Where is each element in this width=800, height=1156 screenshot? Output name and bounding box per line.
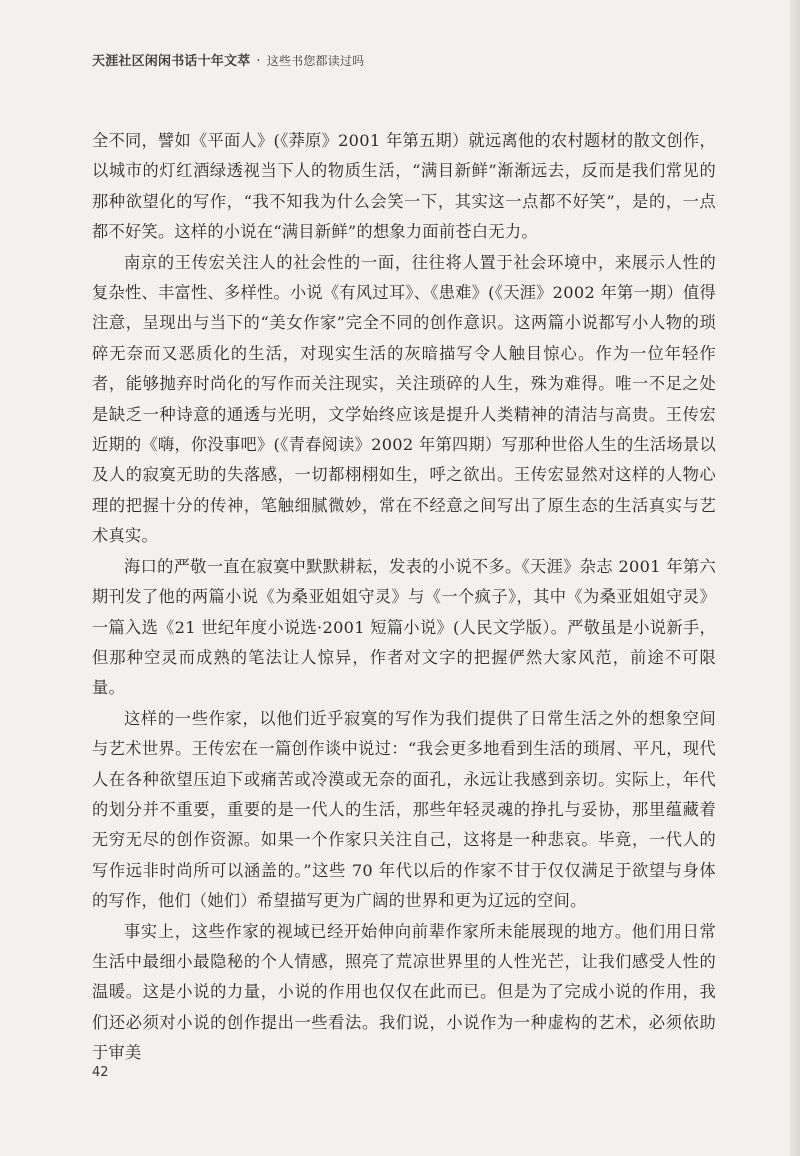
running-header bbox=[92, 50, 364, 69]
page-edge-shadow bbox=[790, 0, 800, 1156]
paragraph: 海口的严敬一直在寂寞中默默耕耘，发表的小说不多。《天涯》杂志 2001 年第六期刊发了他的两篇小说《为桑亚姐姐守灵》与《一个疯子》，其中《为桑亚姐姐守灵》一篇入选《21 世纪年度小说选·2001 短篇小说》(人民文学版）。严敬虽是小说新手，但那种空灵而成熟的笔法让人惊异，作者对文字的把握俨然大家风范，前途不可限量。 bbox=[92, 556, 716, 698]
paragraph: 事实上，这些作家的视域已经开始伸向前辈作家所未能展现的地方。他们用日常生活中最细小最隐秘的个人情感，照亮了荒凉世界里的人性光芒，让我们感受人性的温暖。这是小说的力量，小说的作用也仅仅在此而已。但是为了完成小说的作用，我们还必须对小说的创作提出一些看法。我们说，小说作为一种虚构的艺术，必须依助于审美 bbox=[92, 921, 716, 1063]
paragraph: 南京的王传宏关注人的社会性的一面，往往将人置于社会环境中，来展示人性的复杂性、丰富性、多样性。小说《有风过耳》、《患难》(《天涯》2002 年第一期）值得注意，呈现出与当下的“美女作家”完全不同的创作意识。这两篇小说都写小人物的琐碎无奈而又恶质化的生活，对现实生活的灰暗描写令人触目惊心。作为一位年轻作者，能够抛弃时尚化的写作而关注现实，关注琐碎的人生，殊为难得。唯一不足之处是缺乏一种诗意的通透与光明，文学始终应该是提升人类精神的清洁与高贵。王传宏近期的《嗨，你没事吧》(《青春阅读》2002 年第四期）写那种世俗人生的生活场景以及人的寂寞无助的失落感，一切都栩栩如生，呼之欲出。王传宏显然对这样的人物心理的把握十分的传神，笔触细腻微妙，常在不经意之间写出了原生态的生活真实与艺术真实。 bbox=[92, 252, 716, 546]
book-title: 天涯社区闲闲书话十年文萃 bbox=[92, 54, 251, 69]
paragraph: 这样的一些作家，以他们近乎寂寞的写作为我们提供了日常生活之外的想象空间与艺术世界。王传宏在一篇创作谈中说过：“我会更多地看到生活的琐屑、平凡，现代人在各种欲望压迫下或痛苦或冷漠或无奈的面孔，永远让我感到亲切。实际上，年代的划分并不重要，重要的是一代人的生活，那些年轻灵魂的挣扎与妥协，那里蕴藏着无穷无尽的创作资源。如果一个作家只关注自己，这将是一种悲哀。毕竟，一代人的写作远非时尚所可以涵盖的。”这些 70 年代以后的作家不甘于仅仅满足于欲望与身体的写作，他们（她们）希望描写更为广阔的世界和更为辽远的空间。 bbox=[92, 708, 716, 911]
header-separator: · bbox=[256, 54, 261, 69]
page-number: 42 bbox=[92, 1065, 109, 1080]
paragraph: 全不同，譬如《平面人》(《莽原》2001 年第五期）就远离他的农村题材的散文创作，以城市的灯红酒绿透视当下人的物质生活，“满目新鲜”渐渐远去，反而是我们常见的那种欲望化的写作，“我不知我为什么会笑一下，其实这一点都不好笑”，是的，一点都不好笑。这样的小说在“满目新鲜”的想象力面前苍白无力。 bbox=[92, 131, 716, 242]
header-subtitle: 这些书您都读过吗 bbox=[266, 54, 365, 68]
body-text bbox=[92, 126, 716, 1069]
